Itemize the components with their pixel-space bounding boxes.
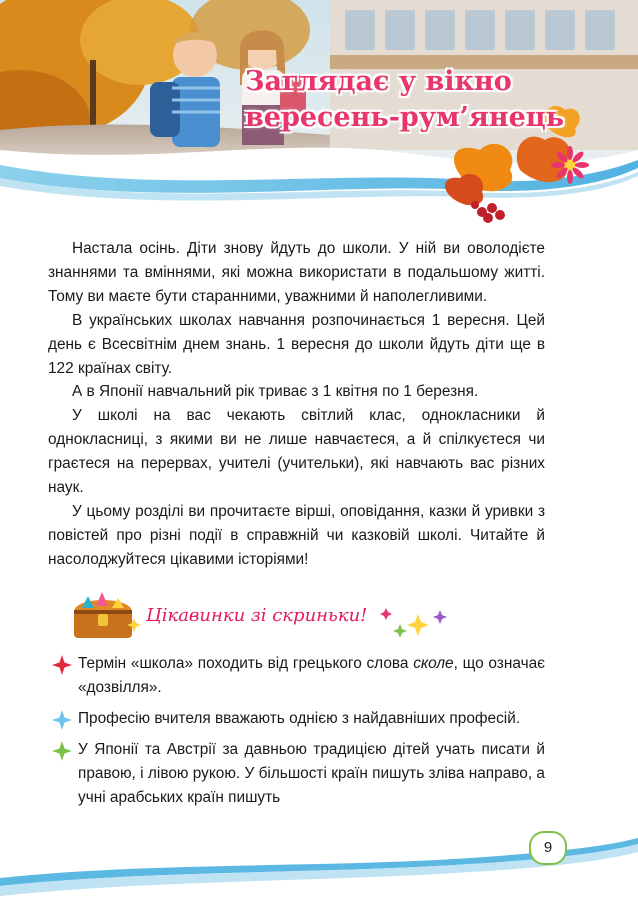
red-star-icon: [52, 655, 72, 675]
facts-section-title: Цікавинки зі скриньки!: [146, 605, 368, 626]
fact-text: У Японії та Австрії за давньою традицією дітей учать писати й правою, і лівою рукою. У більшості країн пишуть зліва направо, а учні арабських країн пишуть: [78, 741, 545, 806]
intro-paragraph: А в Японії навчальний рік триває з 1 квітня по 1 березня.: [72, 383, 479, 401]
chapter-header: [0, 0, 638, 225]
intro-paragraph: Настала осінь. Діти знову йдуть до школи. У ній ви оволодієте знаннями та вміннями, які можна використати в подальшому житті. Тому ви маєте бути старанними, уважними й наполегливими.: [48, 240, 545, 305]
fact-italic-word: сколе: [413, 655, 454, 672]
intro-paragraph: У школі на вас чекають світлий клас, однокласники й однокласниці, з якими ви не лише навчаєтеся, а й спілкуєтеся чи граєтеся на перервах, учителі (учительки), які навчають вас різних наук.: [48, 407, 545, 497]
fact-item: [52, 738, 545, 810]
fact-text: Професію вчителя вважають однією з найдавніших професій.: [78, 710, 521, 727]
intro-paragraph: У цьому розділі ви прочитаєте вірші, оповідання, казки й уривки з повістей про різні події в справжній чи казковій школі. Читайте й насолоджуйтеся цікавими історіями!: [48, 502, 545, 568]
page-number: 9: [529, 831, 567, 865]
facts-list: [52, 652, 545, 817]
fact-item: [52, 707, 545, 731]
intro-paragraph: В українських школах навчання розпочинається 1 вересня. Цей день є Всесвітнім днем знань. 1 вересня до школи йдуть діти ще в 122 країнах світу.: [48, 311, 545, 377]
chapter-title-line-1: Заглядає у вікно: [245, 66, 512, 97]
facts-section-header: [68, 588, 488, 644]
fact-text-end: , що означає «дозвілля».: [78, 655, 545, 696]
green-star-icon: [52, 741, 72, 761]
chapter-title: [245, 64, 575, 136]
blue-star-icon: [52, 710, 72, 730]
fact-text: Термін «школа» походить від грецького слова: [78, 655, 414, 672]
fact-item: [52, 652, 545, 700]
intro-text: [48, 237, 545, 572]
chapter-title-line-2: вересень-рум’янець: [245, 102, 565, 133]
